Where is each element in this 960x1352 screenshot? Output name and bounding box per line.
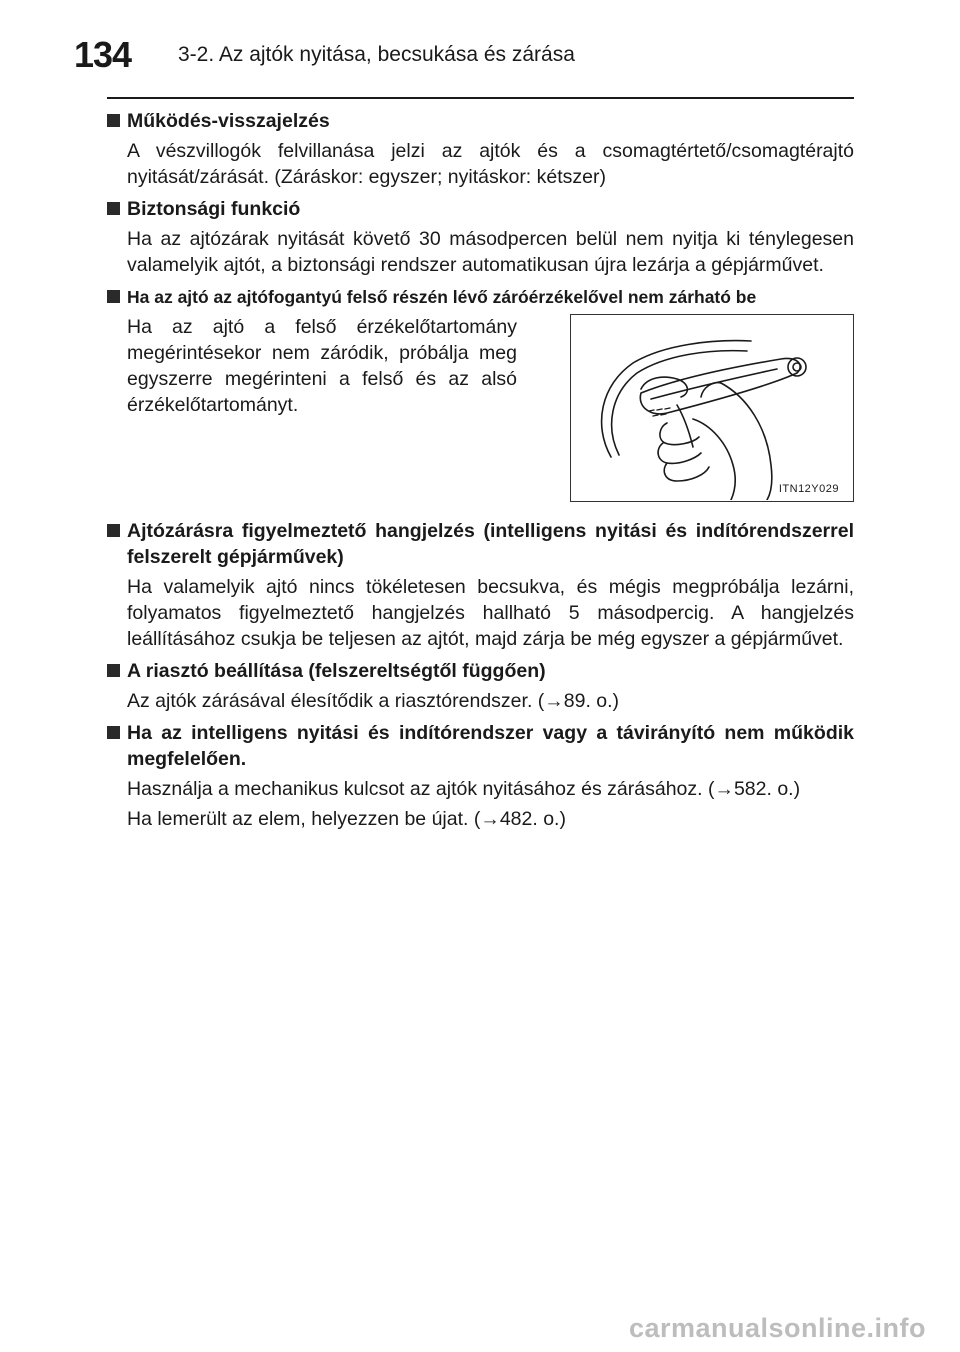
page-header xyxy=(74,28,854,78)
section-heading-text: A riasztó beállítása (felszereltségtől függően) xyxy=(127,660,546,682)
section-security-function xyxy=(107,196,854,278)
section-heading-text: Ha az intelligens nyitási és indítórendszer vagy a távirányító nem működik megfelelően. xyxy=(127,722,854,770)
square-bullet-icon xyxy=(107,290,120,303)
section-system-malfunction xyxy=(107,720,854,832)
square-bullet-icon xyxy=(107,114,120,127)
watermark-text: carmanualsonline.info xyxy=(628,1313,926,1343)
square-bullet-icon xyxy=(107,524,120,537)
section-paragraph: Ha az ajtózárak nyitását követő 30 másodpercen belül nem nyitja ki ténylegesen valamelyik ajtót, a biztonsági rendszer automatikusan újra lezárja a gépjárművet. xyxy=(127,228,854,276)
square-bullet-icon xyxy=(107,664,120,677)
section-heading-text: Biztonsági funkció xyxy=(127,198,301,220)
square-bullet-icon xyxy=(107,202,120,215)
section-paragraph: Ha az ajtó a felső érzékelőtartomány megérintésekor nem záródik, próbálja meg egyszerre megérinteni a felső és az alsó érzékelőtartományt. xyxy=(127,316,517,416)
section-door-warning-buzzer xyxy=(107,518,854,652)
section-paragraph: Ha lemerült az elem, helyezzen be újat. (→482. o.) xyxy=(127,808,566,830)
section-paragraph: Használja a mechanikus kulcsot az ajtók nyitásához és zárásához. (→582. o.) xyxy=(127,778,801,800)
section-heading xyxy=(107,720,854,772)
section-paragraph: Ha valamelyik ajtó nincs tökéletesen becsukva, és mégis megpróbálja lezárni, folyamatos figyelmeztető hangjelzés hallható 5 másodpercig. A hangjelzés leállításához csukja be teljesen az ajtót, majd zárja be még egyszer a gépjárművet. xyxy=(127,576,854,650)
section-paragraph: Az ajtók zárásával élesítődik a riasztórendszer. (→89. o.) xyxy=(127,690,620,712)
section-body-with-figure xyxy=(127,314,854,502)
section-heading xyxy=(107,196,854,222)
page-number: 134 xyxy=(74,34,132,75)
square-bullet-icon xyxy=(107,726,120,739)
section-heading xyxy=(107,518,854,570)
door-handle-illustration xyxy=(570,314,854,502)
section-heading-text: Ajtózárásra figyelmeztető hangjelzés (intelligens nyitási és indítórendszerrel felszerelt gépjárművek) xyxy=(127,520,854,568)
section-operation-signal xyxy=(107,108,854,190)
section-heading-text: Ha az ajtó az ajtófogantyú felső részén lévő záróérzékelővel nem zárható be xyxy=(127,287,757,307)
page-content xyxy=(107,108,854,838)
section-heading xyxy=(107,284,854,310)
section-heading xyxy=(107,658,854,684)
chapter-title: 3-2. Az ajtók nyitása, becsukása és zárása xyxy=(178,43,575,66)
section-heading xyxy=(107,108,854,134)
figure-id: ITN12Y029 xyxy=(778,483,839,495)
section-paragraph: A vészvillogók felvillanása jelzi az ajtók és a csomagtértető/csomagtérajtó nyitását/zárását. (Záráskor: egyszer; nyitáskor: kétszer) xyxy=(127,140,854,188)
section-alarm-setting xyxy=(107,658,854,714)
section-lock-sensor xyxy=(107,284,854,512)
door-handle-hand-icon xyxy=(571,315,852,500)
section-heading-text: Működés-visszajelzés xyxy=(127,110,330,132)
header-rule xyxy=(107,97,854,99)
